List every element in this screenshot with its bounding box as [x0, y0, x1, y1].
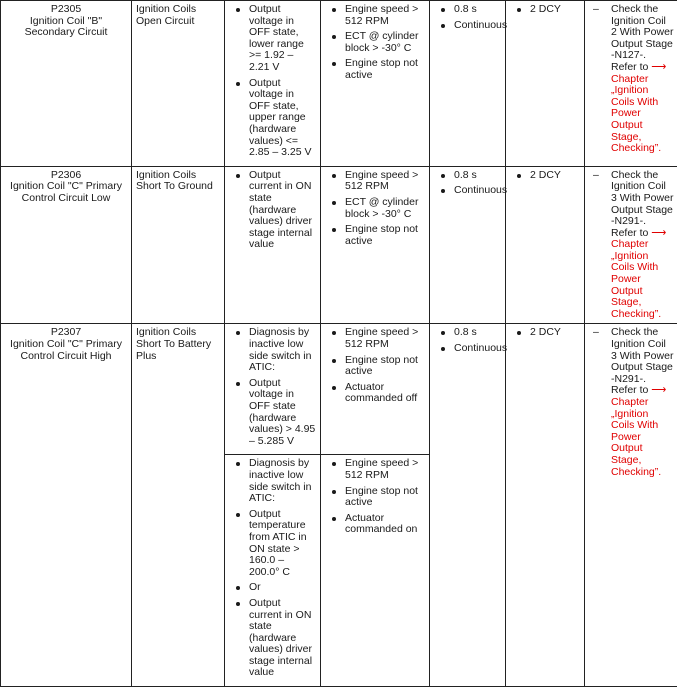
list-item: Or: [249, 582, 316, 594]
list-item: 0.8 s: [454, 4, 501, 16]
list-item: Output current in ON state (hardware values) driver stage internal value: [249, 598, 316, 679]
dtc-cell: [1, 1, 132, 167]
repair-action-text: Check the Ignition Coil 2 With Power Output Stage -N127-. Refer to: [611, 3, 673, 73]
repair-action-text: Check the Ignition Coil 3 With Power Output Stage -N291-. Refer to: [611, 169, 673, 239]
list-item: Engine stop not active: [345, 58, 425, 81]
enabling-conditions: [325, 170, 425, 248]
repair-action: [589, 327, 674, 478]
table-row: [1, 1, 677, 167]
list-item: Output current in ON state (hardware values) driver stage internal value: [249, 170, 316, 251]
list-item: Engine stop not active: [345, 486, 425, 509]
fault-type-cell: [132, 1, 225, 167]
fault-type-cell: [132, 166, 225, 324]
mil-illumination: [510, 4, 580, 16]
mil-illumination-cell: [506, 166, 585, 324]
chapter-reference-link[interactable]: Chapter „Ignition Coils With Power Output Stage, Checking”.: [611, 396, 661, 478]
list-item: Engine speed > 512 RPM: [345, 327, 425, 350]
repair-action-item: [611, 327, 674, 478]
list-item: ECT @ cylinder block > -30° C: [345, 197, 425, 220]
monitor-condition-cell: [225, 455, 321, 687]
time-required: [434, 327, 501, 354]
list-item: Actuator commanded off: [345, 382, 425, 405]
dtc-cell: [1, 166, 132, 324]
monitor-condition-cell: [225, 1, 321, 167]
list-item: ECT @ cylinder block > -30° C: [345, 31, 425, 54]
repair-action: [589, 170, 674, 321]
time-required-cell: [430, 166, 506, 324]
list-item: Output voltage in OFF state, lower range >= 1.92 – 2.21 V: [249, 4, 316, 74]
list-item: Output voltage in OFF state (hardware values) > 4.95 – 5.285 V: [249, 378, 316, 448]
arrow-right-icon: ⟶: [651, 227, 666, 239]
monitor-condition-cell: [225, 166, 321, 324]
repair-action-item: [611, 4, 674, 155]
monitor-conditions: [229, 458, 316, 679]
enabling-condition-cell: [321, 1, 430, 167]
fault-type: Ignition Coils Open Circuit: [136, 4, 220, 27]
enabling-condition-cell: [321, 455, 430, 687]
table-row: [1, 166, 677, 324]
arrow-right-icon: ⟶: [651, 61, 666, 73]
monitor-conditions: [229, 170, 316, 251]
enabling-conditions: [325, 327, 425, 405]
dtc-cell: [1, 324, 132, 687]
list-item: Output voltage in OFF state, upper range (hardware values) <= 2.85 – 3.25 V: [249, 78, 316, 159]
mil-value: 2 DCY: [530, 170, 580, 182]
dtc-table-body: [1, 1, 677, 687]
time-required-cell: [430, 1, 506, 167]
fault-type-cell: [132, 324, 225, 687]
arrow-right-icon: ⟶: [651, 384, 666, 396]
dtc-code: P2306: [5, 170, 127, 182]
repair-action-cell: [585, 324, 677, 687]
chapter-reference-link[interactable]: Chapter „Ignition Coils With Power Output Stage, Checking”.: [611, 73, 661, 155]
list-item: 0.8 s: [454, 327, 501, 339]
repair-action-cell: [585, 166, 677, 324]
list-item: Engine speed > 512 RPM: [345, 458, 425, 481]
table-row: [1, 324, 677, 455]
repair-action-text: Check the Ignition Coil 3 With Power Output Stage -N291-. Refer to: [611, 326, 673, 396]
dtc-code: P2305: [5, 4, 127, 16]
enabling-conditions: [325, 4, 425, 82]
monitor-conditions: [229, 327, 316, 447]
repair-action-cell: [585, 1, 677, 167]
list-item: Diagnosis by inactive low side switch in ATIC:: [249, 327, 316, 373]
mil-illumination-cell: [506, 324, 585, 687]
fault-type: Ignition Coils Short To Ground: [136, 170, 220, 193]
list-item: Engine stop not active: [345, 355, 425, 378]
mil-value: 2 DCY: [530, 4, 580, 16]
list-item: Actuator commanded on: [345, 513, 425, 536]
list-item: Continuous: [454, 185, 501, 197]
list-item: Continuous: [454, 20, 501, 32]
list-item: Continuous: [454, 343, 501, 355]
fault-type: Ignition Coils Short To Battery Plus: [136, 327, 220, 362]
list-item: Engine speed > 512 RPM: [345, 170, 425, 193]
mil-value: 2 DCY: [530, 327, 580, 339]
list-item: Diagnosis by inactive low side switch in ATIC:: [249, 458, 316, 504]
monitor-condition-cell: [225, 324, 321, 455]
enabling-condition-cell: [321, 166, 430, 324]
repair-action-item: [611, 170, 674, 321]
dtc-description: Ignition Coil "B" Secondary Circuit: [5, 16, 127, 39]
time-required: [434, 170, 501, 197]
enabling-condition-cell: [321, 324, 430, 455]
mil-illumination: [510, 327, 580, 339]
enabling-conditions: [325, 458, 425, 536]
mil-illumination: [510, 170, 580, 182]
dtc-code: P2307: [5, 327, 127, 339]
repair-action: [589, 4, 674, 155]
monitor-conditions: [229, 4, 316, 159]
chapter-reference-link[interactable]: Chapter „Ignition Coils With Power Output Stage, Checking”.: [611, 238, 661, 320]
list-item: Output temperature from ATIC in ON state > 160.0 – 200.0° C: [249, 509, 316, 579]
dtc-description: Ignition Coil "C" Primary Control Circuit High: [5, 339, 127, 362]
list-item: Engine stop not active: [345, 224, 425, 247]
list-item: Engine speed > 512 RPM: [345, 4, 425, 27]
dtc-description: Ignition Coil "C" Primary Control Circuit Low: [5, 181, 127, 204]
list-item: 0.8 s: [454, 170, 501, 182]
time-required: [434, 4, 501, 31]
time-required-cell: [430, 324, 506, 687]
mil-illumination-cell: [506, 1, 585, 167]
